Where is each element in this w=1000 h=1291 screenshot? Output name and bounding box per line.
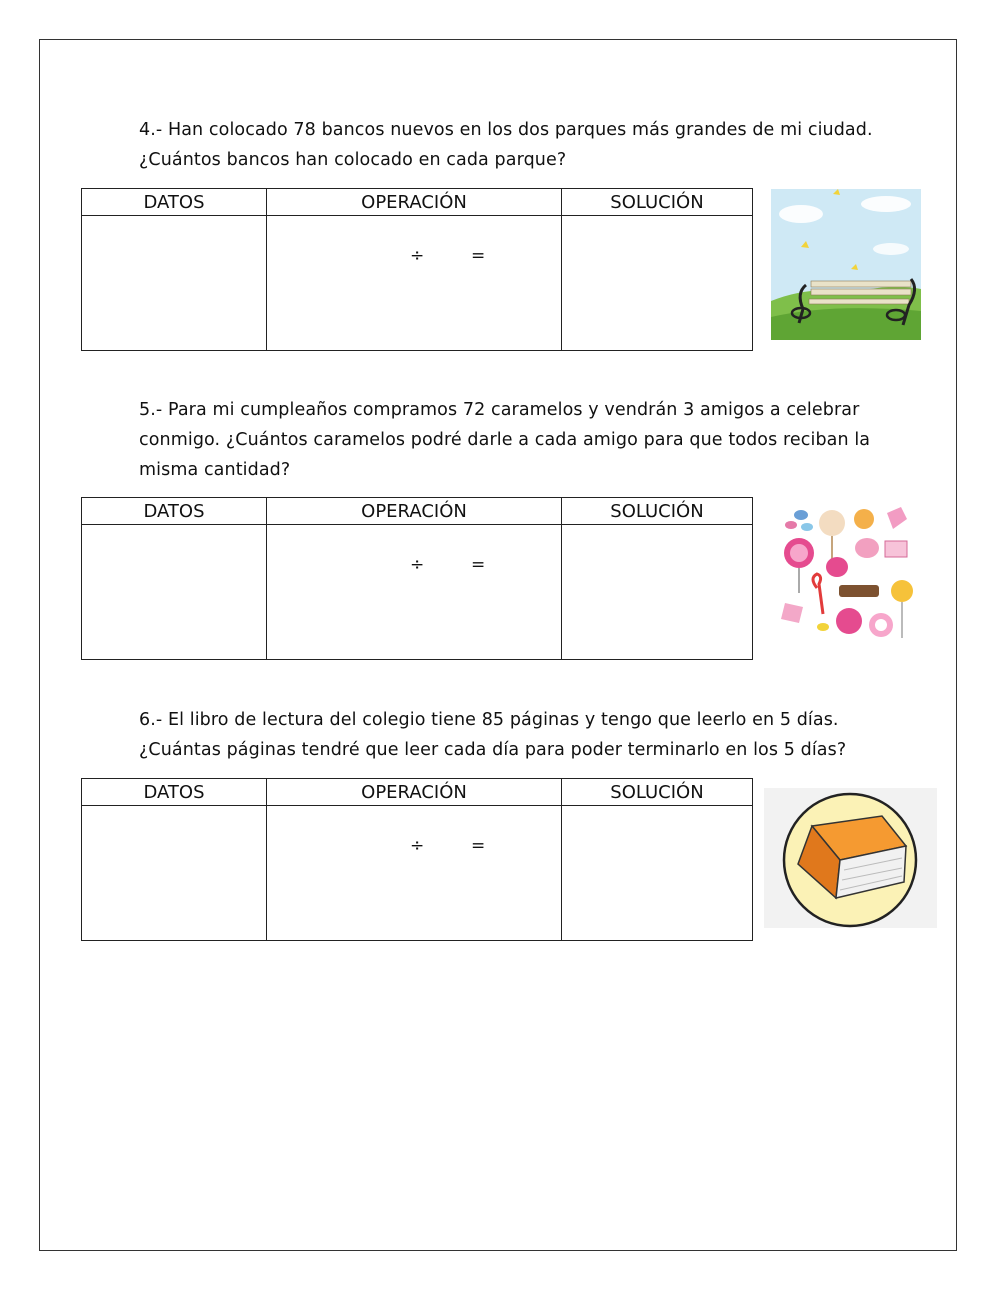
operacion-header: OPERACIÓN: [267, 779, 562, 806]
equals-sign: =: [471, 246, 486, 266]
book-illustration: [764, 788, 937, 928]
problem-4-line-1: 4.- Han colocado 78 bancos nuevos en los dos parques más grandes de mi ciudad.: [139, 120, 873, 140]
divide-sign: ÷: [410, 246, 425, 266]
solucion-cell[interactable]: [562, 806, 753, 941]
equals-sign: =: [471, 555, 486, 575]
operacion-cell[interactable]: [267, 525, 562, 660]
solucion-header: SOLUCIÓN: [562, 189, 753, 216]
problem-6-line-1: 6.- El libro de lectura del colegio tiene 85 páginas y tengo que leerlo en 5 días.: [139, 710, 839, 730]
datos-cell[interactable]: [82, 806, 267, 941]
problem-5-line-2: conmigo. ¿Cuántos caramelos podré darle a cada amigo para que todos reciban la: [139, 430, 871, 450]
park-bench-illustration: [771, 189, 921, 340]
problem-4-line-2: ¿Cuántos bancos han colocado en cada parque?: [139, 150, 567, 170]
problem-5-line-3: misma cantidad?: [139, 460, 291, 480]
divide-sign: ÷: [410, 555, 425, 575]
problem-5-answer-table: [81, 497, 753, 660]
divide-sign: ÷: [410, 836, 425, 856]
datos-header: DATOS: [82, 189, 267, 216]
problem-6-text: [139, 705, 879, 765]
datos-cell[interactable]: [82, 525, 267, 660]
solucion-header: SOLUCIÓN: [562, 498, 753, 525]
datos-cell[interactable]: [82, 216, 267, 351]
datos-header: DATOS: [82, 498, 267, 525]
operacion-cell[interactable]: [267, 216, 562, 351]
operacion-cell[interactable]: [267, 806, 562, 941]
problem-5-line-1: 5.- Para mi cumpleaños compramos 72 caramelos y vendrán 3 amigos a celebrar: [139, 400, 860, 420]
problem-4-text: [139, 115, 879, 175]
equals-sign: =: [471, 836, 486, 856]
problem-6-answer-table: [81, 778, 753, 941]
datos-header: DATOS: [82, 779, 267, 806]
operacion-header: OPERACIÓN: [267, 498, 562, 525]
solucion-header: SOLUCIÓN: [562, 779, 753, 806]
operacion-header: OPERACIÓN: [267, 189, 562, 216]
solucion-cell[interactable]: [562, 525, 753, 660]
candies-illustration: [777, 503, 922, 645]
problem-6-line-2: ¿Cuántas páginas tendré que leer cada día para poder terminarlo en los 5 días?: [139, 740, 847, 760]
solucion-cell[interactable]: [562, 216, 753, 351]
problem-4-answer-table: [81, 188, 753, 351]
problem-5-text: [139, 395, 879, 485]
